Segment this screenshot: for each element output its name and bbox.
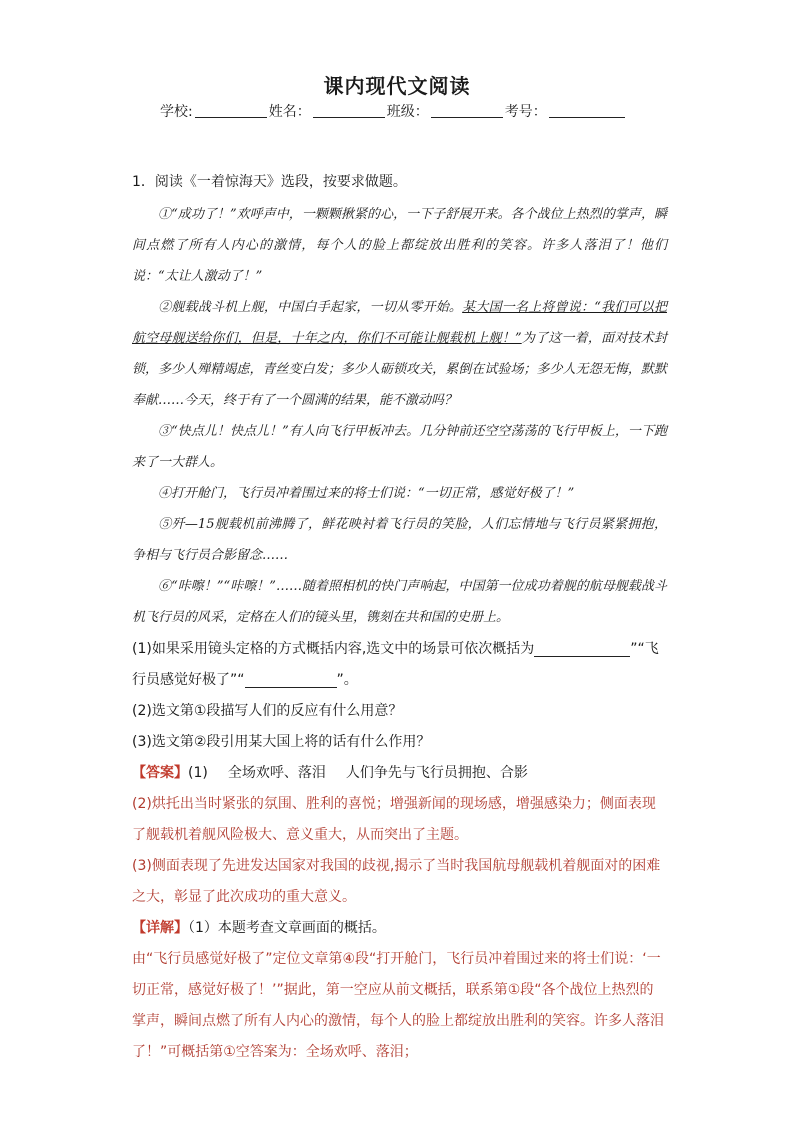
paragraph-text: ⑥“咔嚓！”“咔嚓！”……随着照相机的快门声响起，中国第一位成功着舰的航母舰载战斗机飞行员的风采，定格在人们的镜头里，镌刻在共和国的史册上。: [132, 579, 667, 625]
detail-body: 由“飞行员感觉好极了”定位文章第④段“打开舱门，飞行员冲着围过来的将士们说：‘一切正常，感觉好极了！’”据此，第一空应从前文概括，联系第①段“各个战位上热烈的掌声，瞬间点燃了所有人内心的激情，每个人的脸上都绽放出胜利的笑容。许多人落泪了！”可概括第①空答案为：全场欢呼、落泪；: [132, 951, 664, 1060]
paragraph-text: 为了这一着，面对技术封锁，多少人殚精竭虑，青丝变白发；多少人砺锁攻关，累倒在试验场；多少人无怨无悔，默默奉献……今天，终于有了一个圆满的结果，能不激动吗？: [132, 331, 667, 408]
answer-tag: 【答案】: [132, 765, 188, 781]
id-field[interactable]: [549, 103, 625, 118]
paragraph-text: ⑤歼—15舰载机前沸腾了，鲜花映衬着飞行员的笑脸，人们忘情地与飞行员紧紧拥抱，争相与飞行员合影留念……: [132, 517, 667, 563]
answer-2: (2)烘托出当时紧张的氛围、胜利的喜悦；增强新闻的现场感，增强感染力；侧面表现了舰载机着舰风险极大、意义重大，从而突出了主题。: [132, 796, 656, 843]
passage-paragraph-6: [132, 571, 667, 633]
sub-question-1: (1)如果采用镜头定格的方式概括内容,选文中的场景可依次概括为 ”“飞 行员感觉好极了”“ ”。: [132, 641, 659, 688]
passage-paragraph-5: [132, 509, 667, 571]
detail-tag: 【详解】: [132, 920, 188, 936]
paragraph-text: ①“成功了！”欢呼声中，一颗颗揪紧的心，一下子舒展开来。各个战位上热烈的掌声，瞬间点燃了所有人内心的激情，每个人的脸上都绽放出胜利的笑容。许多人落泪了！他们说：“太让人激动了！”: [132, 207, 667, 284]
passage-paragraph-3: [132, 416, 667, 478]
passage-paragraph-2: [132, 292, 667, 416]
answer-blank-2[interactable]: [245, 671, 337, 688]
question-prompt: 1．阅读《一着惊海天》选段，按要求做题。: [132, 174, 407, 190]
answer-1: 【答案】(1) 全场欢呼、落泪 人们争先与飞行员拥抱、合影: [132, 765, 528, 781]
school-label: 学校:: [160, 104, 193, 120]
paragraph-text: ④打开舱门，飞行员冲着围过来的将士们说：“一切正常，感觉好极了！”: [158, 486, 575, 501]
student-info-line: [160, 101, 627, 121]
id-label: 考号：: [504, 104, 547, 120]
paragraph-text: ②舰载战斗机上舰，中国白手起家，一切从零开始。: [158, 300, 463, 315]
underlined-quote: 某大国一名上将曾说：“我们可以把航空母舰送给你们，但是，十年之内，你们不可能让舰载机上舰！”: [132, 300, 667, 346]
paragraph-text: ③“快点儿！快点儿！”有人向飞行甲板冲去。几分钟前还空空荡荡的飞行甲板上，一下跑来了一大群人。: [132, 424, 667, 470]
answer-blank-1[interactable]: [534, 640, 630, 657]
page-title: 课内现代文阅读: [323, 74, 471, 98]
passage-paragraph-4: [132, 478, 667, 509]
name-field[interactable]: [313, 103, 385, 118]
name-label: 姓名：: [268, 104, 311, 120]
class-label: 班级：: [386, 104, 429, 120]
passage-paragraph-1: [132, 199, 667, 292]
answer-3: (3)侧面表现了先进发达国家对我国的歧视,揭示了当时我国航母舰载机着舰面对的困难之大，彰显了此次成功的重大意义。: [132, 858, 661, 905]
detail-heading: 【详解】（1）本题考查文章画面的概括。: [132, 920, 386, 936]
sub-question-3: (3)选文第②段引用某大国上将的话有什么作用？: [132, 734, 431, 750]
school-field[interactable]: [195, 103, 267, 118]
sub-question-2: (2)选文第①段描写人们的反应有什么用意？: [132, 703, 403, 719]
class-field[interactable]: [431, 103, 503, 118]
